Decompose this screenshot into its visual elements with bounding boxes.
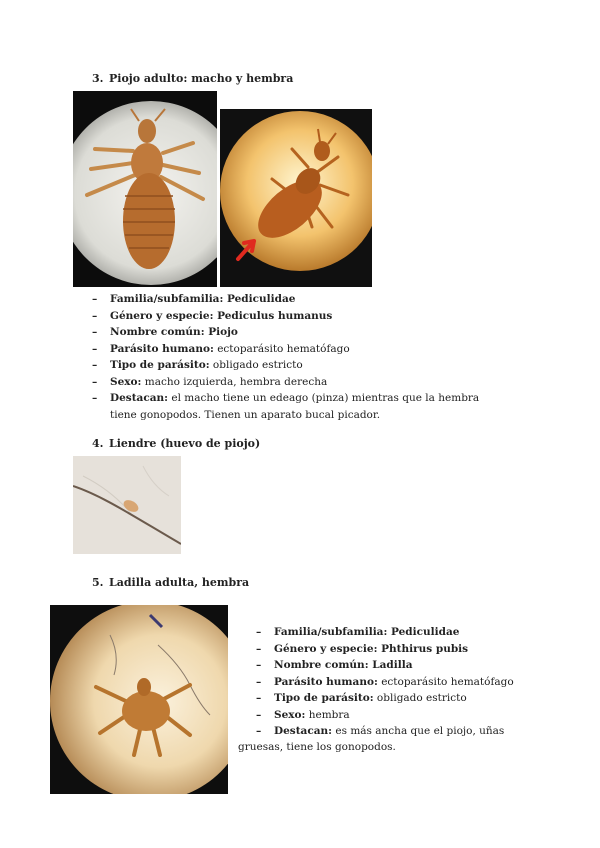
section-5-number: 5. — [92, 576, 104, 589]
section-5-heading — [92, 576, 249, 589]
section-4-number: 4. — [92, 437, 104, 450]
list-item: – Género y especie: Phthirus pubis — [256, 641, 526, 658]
female-louse-photo — [220, 109, 372, 287]
list-item: – Tipo de parásito: obligado estricto — [92, 357, 490, 374]
section-4-heading — [92, 437, 260, 450]
list-item: – Destacan: es más ancha que el piojo, uñas — [256, 723, 526, 740]
list-item: – Nombre común: Piojo — [92, 324, 490, 341]
section-3-title: Piojo adulto: macho y hembra — [109, 72, 294, 85]
section-3-number: 3. — [92, 72, 104, 85]
list-item: – Parásito humano: ectoparásito hematófago — [92, 341, 490, 358]
male-louse-photo — [73, 91, 217, 287]
list-item: – Parásito humano: ectoparásito hematófago — [256, 674, 526, 691]
section-5-continuation: gruesas, tiene los gonopodos. — [238, 741, 396, 753]
list-item: – Destacan: el macho tiene un edeago (pinza) mientras que la hembra tiene gonopodos. Tienen un aparato bucal picador. — [92, 390, 490, 423]
crab-louse-photo — [50, 605, 228, 794]
list-item: – Familia/subfamilia: Pediculidae — [256, 624, 526, 641]
list-item: – Nombre común: Ladilla — [256, 657, 526, 674]
list-item: – Género y especie: Pediculus humanus — [92, 308, 490, 325]
section-3-list — [92, 291, 490, 423]
list-item: – Familia/subfamilia: Pediculidae — [92, 291, 490, 308]
section-5-list — [256, 624, 526, 740]
nit-photo — [73, 456, 181, 554]
section-5-title: Ladilla adulta, hembra — [109, 576, 250, 589]
list-item: – Tipo de parásito: obligado estricto — [256, 690, 526, 707]
section-4-title: Liendre (huevo de piojo) — [109, 437, 261, 450]
list-item: – Sexo: macho izquierda, hembra derecha — [92, 374, 490, 391]
list-item: – Sexo: hembra — [256, 707, 526, 724]
section-3-heading — [92, 72, 293, 85]
